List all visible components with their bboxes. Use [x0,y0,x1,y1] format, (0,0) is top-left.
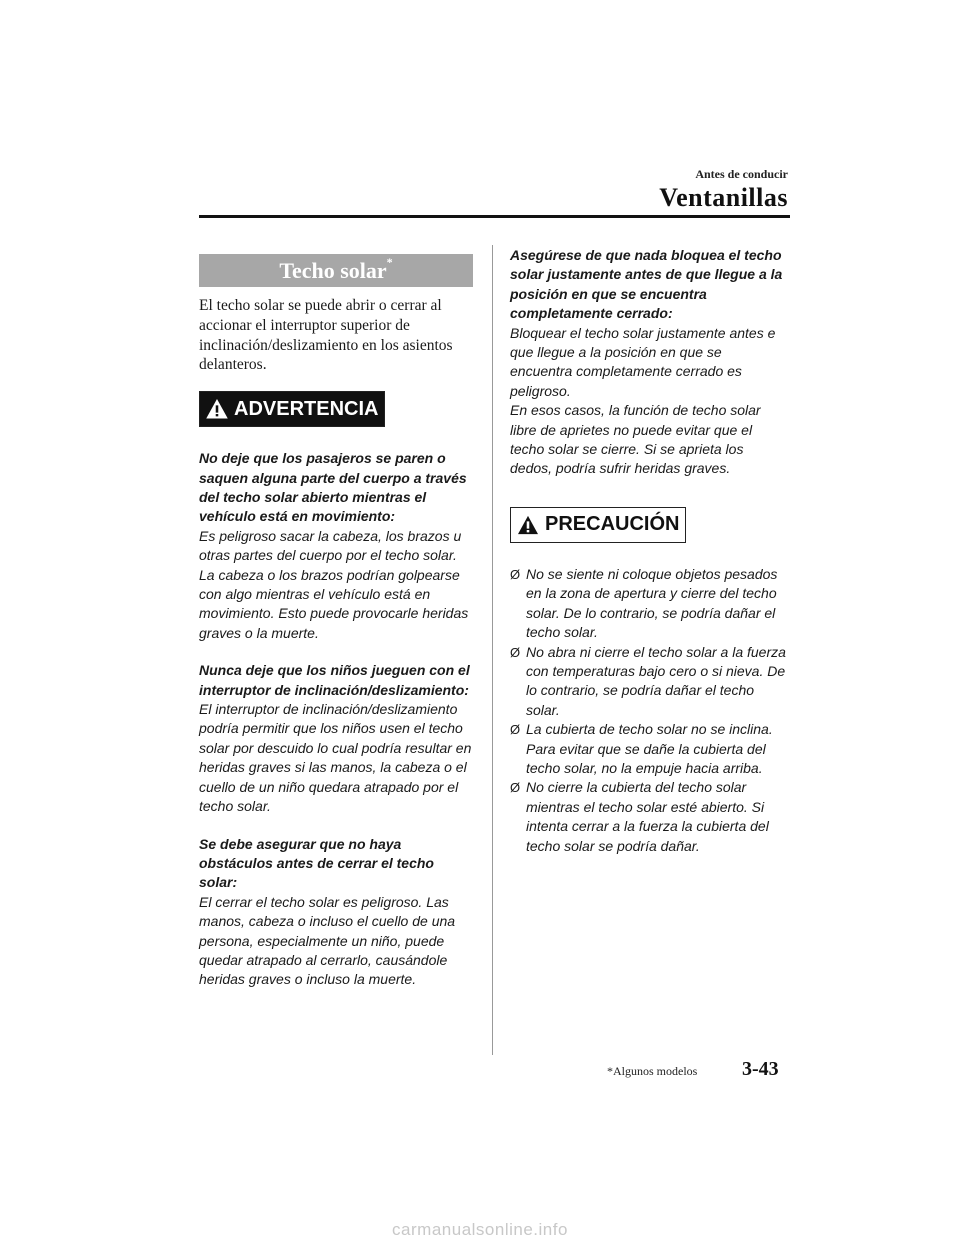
warning-body-2: El interruptor de inclinación/deslizamiento podría permitir que los niños usen el techo solar por descuido lo cual podría resultar en heridas graves si las manos, la cabeza o el cuello de un niño quedara atrapado por el techo solar. [199,701,472,815]
caution-item-2: Ø No abra ni cierre el techo solar a la fuerza con temperaturas bajo cero o si nieva. De lo contrario, se podría dañar el techo solar. [510,643,786,718]
warning-body-3: El cerrar el techo solar es peligroso. Las manos, cabeza o incluso el cuello de una persona, especialmente un niño, puede quedar atrapado al cerrarlo, causándole heridas graves o incluso la muerte. [199,893,456,988]
right-column [510,246,786,856]
warning-label: ADVERTENCIA [234,397,379,420]
caution-label: PRECAUCIÓN [545,513,680,536]
warning-label-box [199,391,385,427]
footnote: *Algunos modelos [607,1064,698,1078]
bullet-arrow-icon: Ø [510,780,521,796]
watermark: carmanualsonline.info [392,1220,568,1239]
warning-block-3 [199,835,475,990]
warning-block-2 [199,661,475,816]
warning-block-4 [510,246,786,479]
bullet-arrow-icon: Ø [510,644,521,660]
left-column [199,254,475,990]
section-title-bar [199,254,473,287]
caution-item-1: Ø No se siente ni coloque objetos pesados en la zona de apertura y cierre del techo solar. De lo contrario, se podría dañar el techo solar. [510,565,778,641]
caution-list [510,565,786,856]
caution-item-4: Ø No cierre la cubierta del techo solar mientras el techo solar esté abierto. Si intenta cerrar a la fuerza la cubierta del techo solar se podría dañar. [510,779,769,854]
caution-triangle-icon [517,515,539,535]
chapter-title: Ventanillas [659,183,788,212]
caution-item-3: Ø La cubierta de techo solar no se inclina. Para evitar que se dañe la cubierta del techo solar, no la empuje hacia arriba. [510,721,773,776]
warning-heading-3: Se debe asegurar que no haya obstáculos antes de cerrar el techo solar: [199,835,434,891]
chapter-subtitle: Antes de conducir [695,167,788,181]
warning-body-4: Bloquear el techo solar justamente antes e que llegue a la posición en que se encuentra completamente cerrado es peligroso. [510,324,776,399]
section-intro: El techo solar se puede abrir o cerrar al accionar el interruptor superior de inclinación/deslizamiento en los asientos delanteros. [199,297,453,374]
warning-heading-1: No deje que los pasajeros se paren o saquen alguna parte del cuerpo a través del techo solar abierto mientras el vehículo está en movimiento: [199,450,467,525]
section-title-mark: * [386,255,393,269]
warning-block-1 [199,449,475,643]
warning-body-1: Es peligroso sacar la cabeza, los brazos u otras partes del cuerpo por el techo solar. La cabeza o los brazos podrían golpearse con algo mientras el vehículo está en movimiento. Esto puede provocarle heridas graves o la muerte. [199,527,469,641]
section-title: Techo solar [279,258,387,283]
bullet-arrow-icon: Ø [510,566,521,582]
bullet-arrow-icon: Ø [510,722,521,738]
warning-heading-2: Nunca deje que los niños jueguen con el interruptor de inclinación/deslizamiento: [199,662,470,698]
warning-heading-4: Asegúrese de que nada bloquea el techo solar justamente antes de que llegue a la posición en que se encuentra completamente cerrado: [510,247,783,322]
warning-body-4b: En esos casos, la función de techo solar libre de aprietes no puede evitar que el techo solar se cierre. Si se aprieta los dedos, podría sufrir heridas graves. [510,402,761,477]
column-divider [492,245,493,1055]
page-number: 3-43 [742,1058,779,1080]
caution-label-box [510,507,686,543]
header-rule [199,215,790,218]
warning-triangle-icon [206,399,228,419]
